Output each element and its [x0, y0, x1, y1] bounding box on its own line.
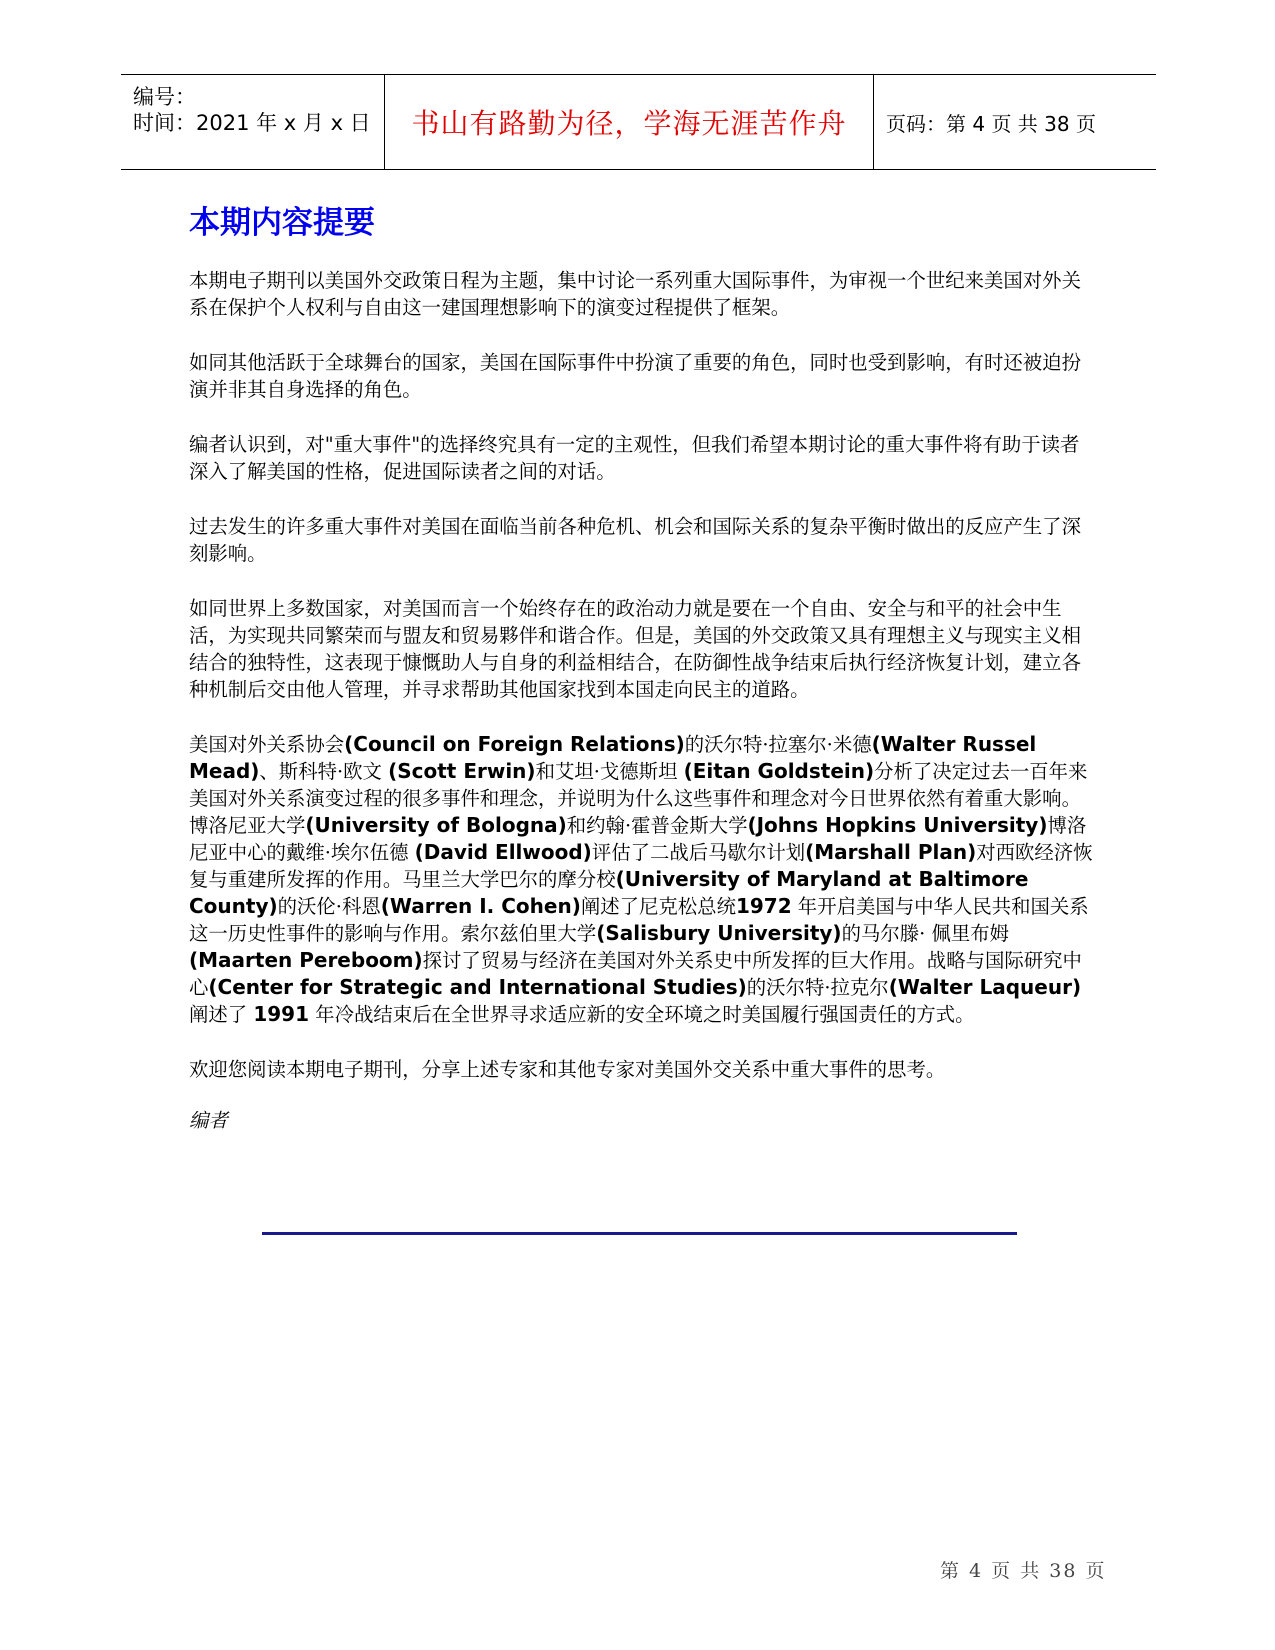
text-span: 阐述了尼克松总统 [580, 895, 736, 918]
signature: 编者 [189, 1109, 228, 1132]
paragraph-5: 如同世界上多数国家，对美国而言一个始终存在的政治动力就是要在一个自由、安全与和平的社会中生活，为实现共同繁荣而与盟友和贸易夥伴和谐合作。但是，美国的外交政策又具有理想主义与现实主义相结合的独特性，这表现于慷慨助人与自身的利益相结合，在防御性战争结束后执行经济恢复计划，建立各种机制后交由他人管理，并寻求帮助其他国家找到本国走向民主的道路。 [189, 597, 1081, 701]
paragraph-4: 过去发生的许多重大事件对美国在面临当前各种危机、机会和国际关系的复杂平衡时做出的反应产生了深刻影响。 [189, 515, 1081, 565]
text-span: 阐述了 [189, 1003, 254, 1026]
page-title: 本期内容提要 [189, 205, 375, 241]
text-span: 的沃伦·科恩 [277, 895, 381, 918]
paragraph-7: 欢迎您阅读本期电子期刊，分享上述专家和其他专家对美国外交关系中重大事件的思考。 [189, 1058, 946, 1081]
english-name: (Council on Foreign Relations) [344, 732, 685, 756]
header-page-info: 页码：第 4 页 共 38 页 [886, 111, 1096, 136]
english-name: (Marshall Plan) [805, 840, 977, 864]
text-span: 美国对外关系协会 [189, 733, 345, 756]
text-span: 年开启美国与中华人民共和国关系这一历史性事件的影响与作用。索尔兹伯里大学 [189, 895, 1089, 945]
page-footer: 第 4 页 共 38 页 [940, 1560, 1107, 1582]
paragraph-2: 如同其他活跃于全球舞台的国家，美国在国际事件中扮演了重要的角色，同时也受到影响，有时还被迫扮演并非其自身选择的角色。 [189, 351, 1081, 401]
document-time-label: 时间：2021 年 x 月 x 日 [133, 111, 371, 135]
document-number-label: 编号： [133, 85, 196, 109]
english-name: (Salisbury University) [596, 921, 842, 945]
text-span: 年冷战结束后在全世界寻求适应新的安全环境之时美国履行强国责任的方式。 [309, 1003, 975, 1026]
english-name: (Johns Hopkins University) [747, 813, 1048, 837]
english-name: (University of Maryland at Baltimore County) [189, 867, 1029, 918]
english-name: (Eitan Goldstein) [683, 759, 875, 783]
text-span: 的沃尔特·拉塞尔·米德 [684, 733, 872, 756]
english-name: (Maarten Pereboom) [189, 948, 423, 972]
header-meta [121, 75, 385, 169]
english-name: (Warren I. Cohen) [380, 894, 581, 918]
text-span: 对西欧经济恢复与重建所发挥的作用。马里兰大学巴尔的摩分校 [189, 841, 1093, 891]
english-name: (University of Bologna) [305, 813, 567, 837]
divider-line [262, 1232, 1017, 1235]
text-span: 分析了决定过去一百年来美国对外关系演变过程的很多事件和理念，并说明为什么这些事件和理念对今日世界依然有着重大影响。博洛尼亚大学 [189, 760, 1088, 837]
year: 1991 [253, 1002, 310, 1026]
text-span: 的马尔滕· 佩里布姆 [841, 922, 1010, 945]
text-span: 和约翰·霍普金斯大学 [566, 814, 748, 837]
english-name: (Walter Laqueur) [888, 975, 1082, 999]
english-name: (Walter Russel Mead) [189, 732, 1037, 783]
text-span: 的沃尔特·拉克尔 [746, 976, 889, 999]
header-motto: 书山有路勤为径，学海无涯苦作舟 [385, 75, 874, 169]
english-name: (Scott Erwin) [388, 759, 536, 783]
english-name: (David Ellwood) [414, 840, 592, 864]
text-span: 、斯科特·欧文 [259, 760, 389, 783]
text-span: 探讨了贸易与经济在美国对外关系史中所发挥的巨大作用。战略与国际研究中心 [189, 949, 1082, 999]
paragraph-6 [189, 731, 1094, 1028]
paragraph-3: 编者认识到，对"重大事件"的选择终究具有一定的主观性，但我们希望本期讨论的重大事件将有助于读者深入了解美国的性格，促进国际读者之间的对话。 [189, 433, 1080, 483]
article-body [189, 267, 1094, 1162]
year: 1972 [735, 894, 792, 918]
page-header [121, 74, 1156, 170]
text-span: 和艾坦·戈德斯坦 [535, 760, 684, 783]
text-span: 评估了二战后马歇尔计划 [591, 841, 806, 864]
text-span: 博洛尼亚中心的戴维·埃尔伍德 [189, 814, 1087, 864]
paragraph-1: 本期电子期刊以美国外交政策日程为主题，集中讨论一系列重大国际事件，为审视一个世纪来美国对外关系在保护个人权利与自由这一建国理想影响下的演变过程提供了框架。 [189, 269, 1081, 319]
english-name: (Center for Strategic and International Studies) [208, 975, 747, 999]
